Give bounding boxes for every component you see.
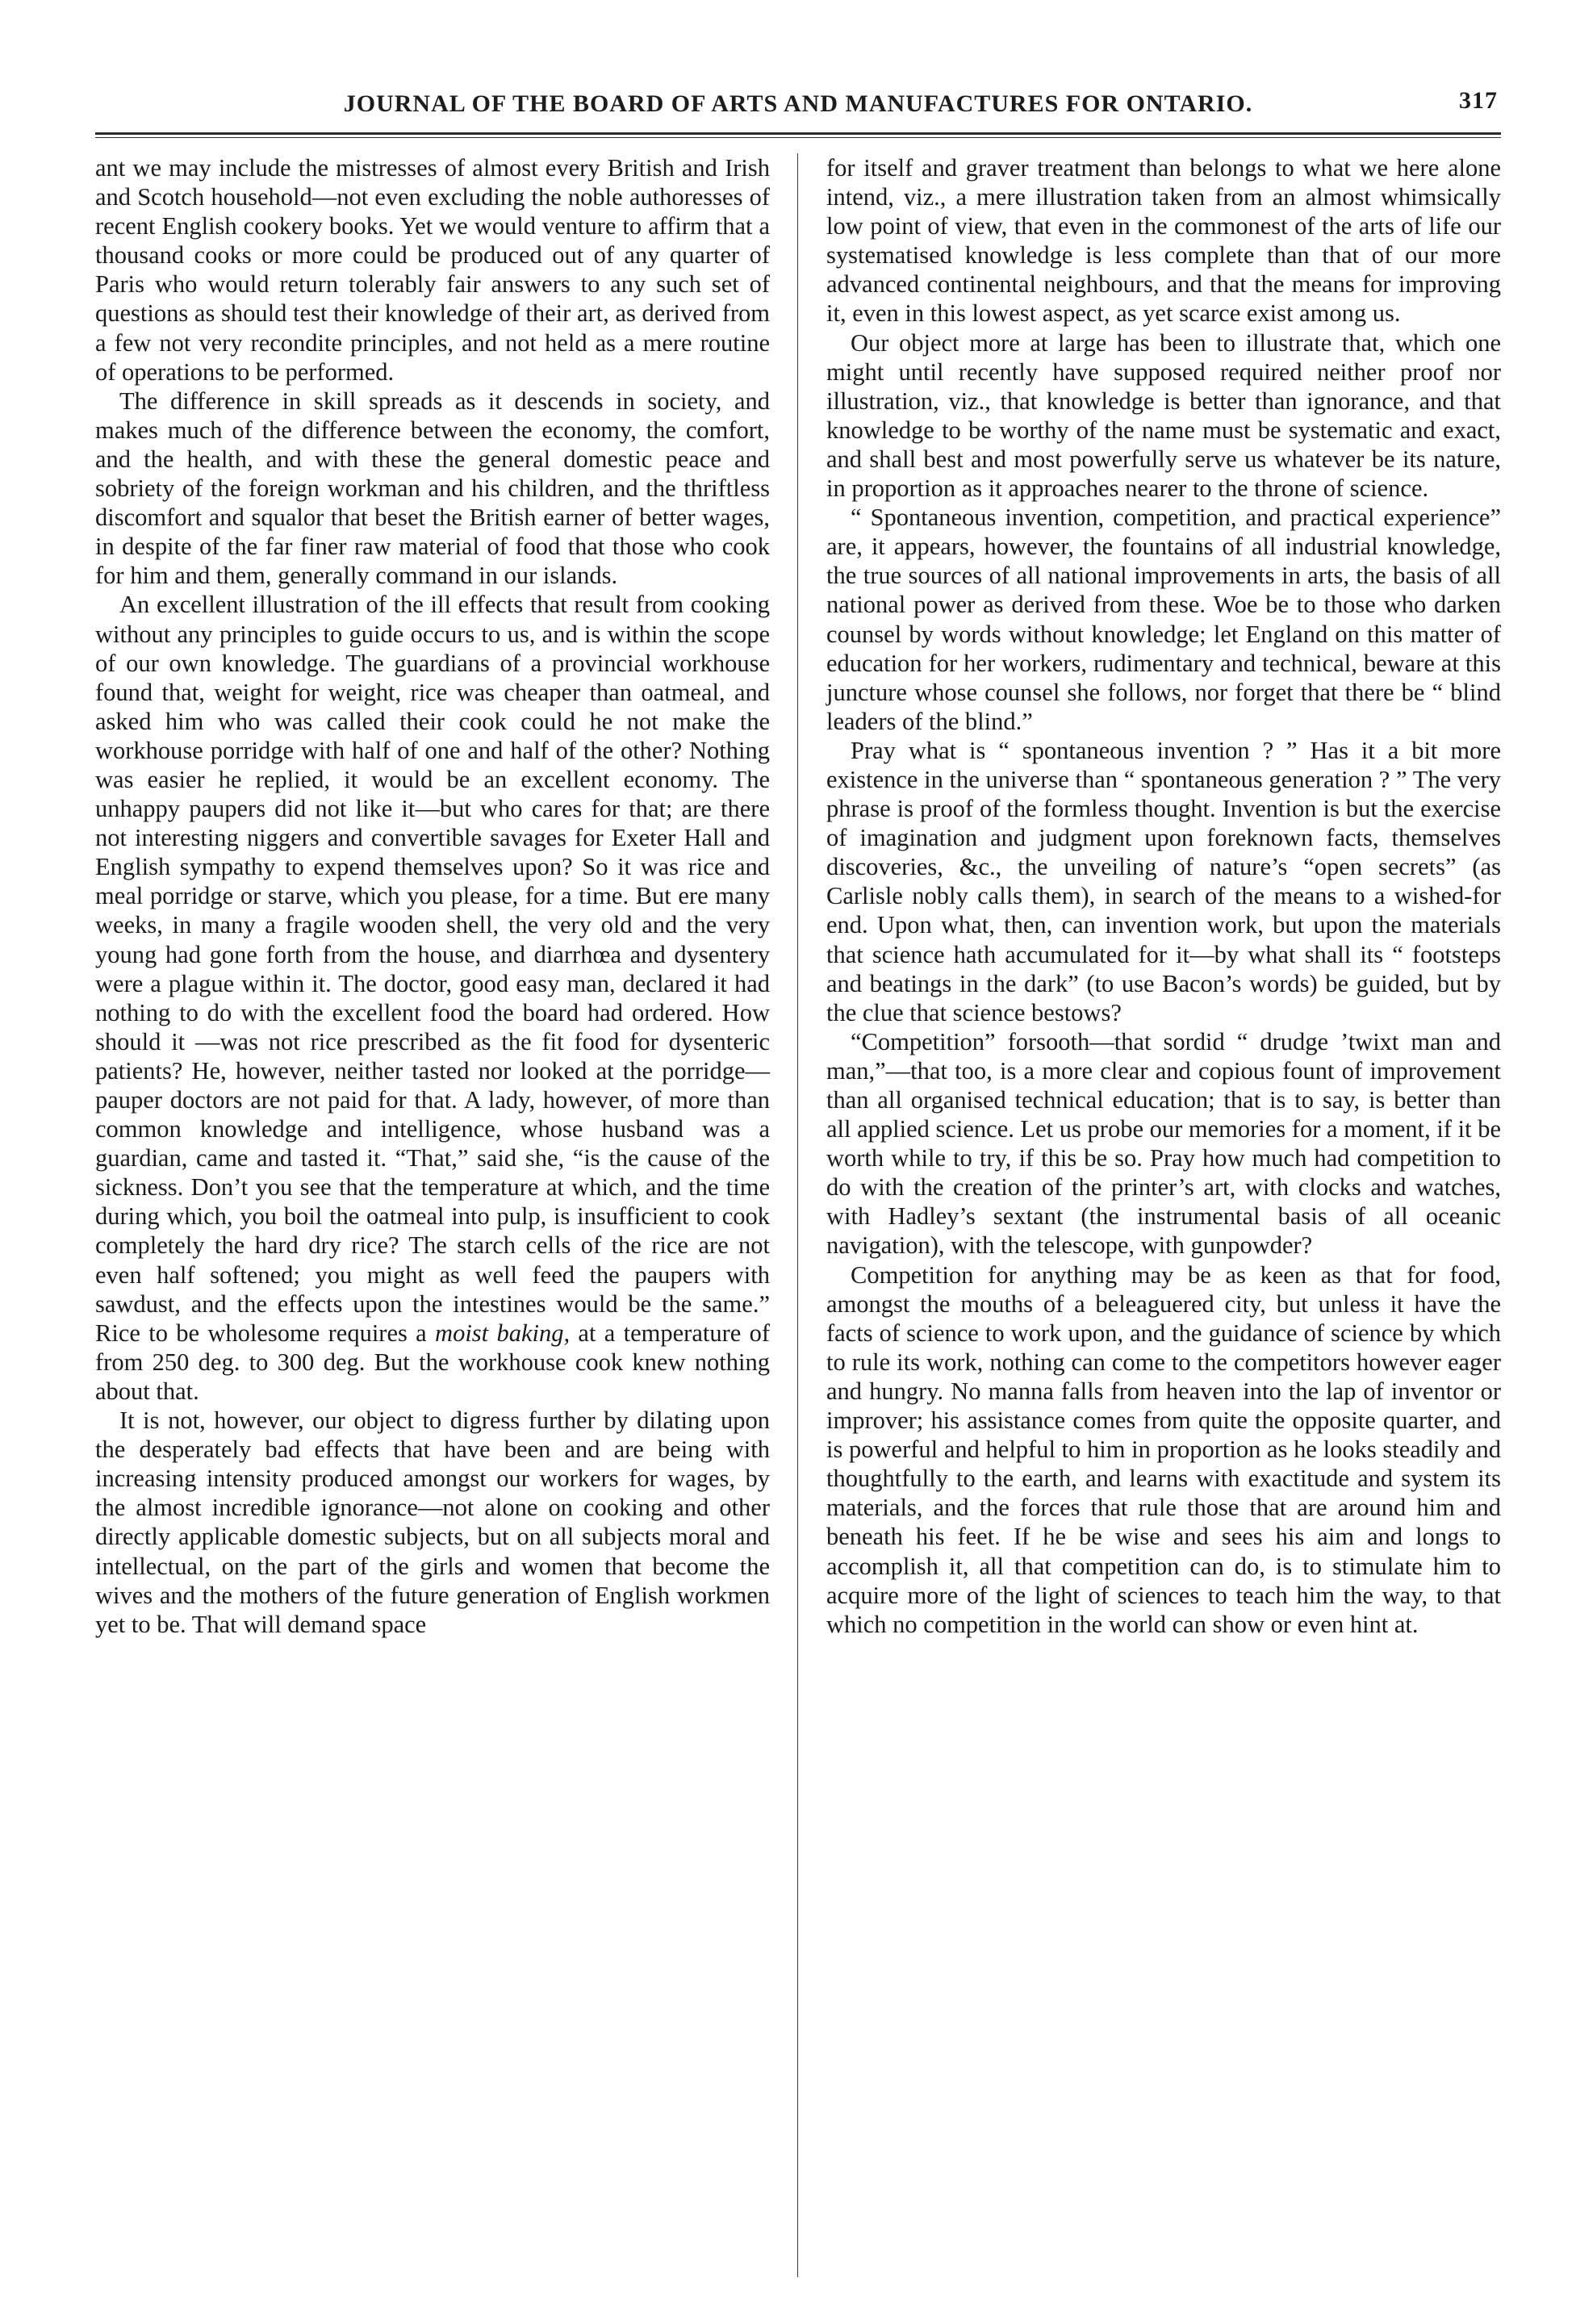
left-paragraph-3-part-b: at a temperature of from 250 deg. to 300 deg. But the workhouse cook knew nothing about that. <box>95 1319 771 1405</box>
left-paragraph-1: ant we may include the mistresses of almost every British and Irish and Scotch household—not even excluding the noble authoresses of recent English cookery books. Yet we would venture to affirm that a thousand cooks or more could be produced out of any quarter of Paris who would return tolerably fair answers to any such set of questions as should test their knowledge of their art, as derived from a few not very recondite principles, and not held as a mere routine of operations to be performed. <box>95 154 770 386</box>
left-paragraph-3-part-a: An excellent illustration of the ill effects that result from cooking without any principles to guide occurs to us, and is within the scope of our own knowledge. The guardians of a provincial workhouse found that, weight for weight, rice was cheaper than oatmeal, and asked him who was called their cook could he not make the workhouse porridge with half of one and half of the other? Nothing was easier he replied, it would be an excellent economy. The unhappy paupers did not like it—but who cares for that; are there not interesting niggers and convertible savages for Exeter Hall and English sympathy to expend themselves upon? So it was rice and meal porridge or starve, which you please, for a time. But ere many weeks, in many a fragile wooden shell, the very old and the very young had gone forth from the house, and diarrhœa and dysentery were a plague within it. The doctor, good easy man, declared it had nothing to do with the excellent food the board had ordered. How should it —was not rice prescribed as the fit food for dysenteric patients? He, however, neither tasted nor looked at the porridge—pauper doctors are not paid for that. A lady, however, of more than common knowledge and intelligence, whose husband was a guardian, came and tasted it. “That,” said she, “is the cause of the sickness. Don’t you see that the temperature at which, and the time during which, you boil the oatmeal into pulp, is insufficient to cook completely the hard dry rice? The starch cells of the rice are not even half softened; you might as well feed the paupers with sawdust, and the effects upon the intestines would be the same.” Rice to be wholesome requires a <box>95 591 770 1347</box>
right-paragraph-2: Our object more at large has been to illustrate that, which one might until recently have supposed required neither proof nor illustration, viz., that knowledge is better than ignorance, and that knowledge to be worthy of the name must be systematic and exact, and shall best and most powerfully serve us whatever be its nature, in proportion as it approaches nearer to the throne of science. <box>826 328 1501 503</box>
right-paragraph-3: “ Spontaneous invention, competition, and practical experience” are, it appears, however, the fountains of all industrial knowledge, the true sources of all national improvements in arts, the basis of all national power as derived from these. Woe be to those who darken counsel by words without knowledge; let England on this matter of education for her workers, rudimentary and technical, beware at this juncture whose counsel she follows, nor forget that there be “ blind leaders of the blind.” <box>826 504 1501 735</box>
right-column <box>826 153 1501 2284</box>
right-paragraph-5: “Competition” forsooth—that sordid “ drudge ’twixt man and man,”—that too, is a more clear and copious fount of improvement than all organised technical education; that is to say, is better than all applied science. Let us probe our memories for a moment, if it be worth while to try, if this be so. Pray how much had competition to do with the creation of the printer’s art, with clocks and watches, with Hadley’s sextant (the instrumental basis of all oceanic navigation), with the telescope, with gunpowder? <box>826 1027 1501 1260</box>
page-header <box>95 77 1501 131</box>
header-rule-thin <box>95 137 1501 138</box>
page-number: 317 <box>1459 87 1498 114</box>
column-divider <box>797 153 798 2277</box>
left-column <box>95 153 770 2284</box>
article-columns <box>95 153 1501 2284</box>
right-paragraph-6: Competition for anything may be as keen as that for food, amongst the mouths of a beleaguered city, but unless it have the facts of science to work upon, and the guidance of science by which to rule its work, nothing can come to the competitors however eager and hungry. No manna falls from heaven into the lap of inventor or improver; his assistance comes from quite the opposite quarter, and is powerful and helpful to him in proportion as he looks steadily and thoughtfully to the earth, and learns with exactitude and system its materials, and the forces that rule those that are around him and beneath his feet. If he be wise and sees his aim and longs to accomplish it, all that competition can do, is to stimulate him to acquire more of the light of sciences to teach him the way, to that which no competition in the world can show or even hint at. <box>826 1260 1501 1638</box>
left-paragraph-3-emphasis: moist baking, <box>435 1319 571 1347</box>
journal-page <box>95 77 1501 2288</box>
left-paragraph-3 <box>95 590 770 1406</box>
header-rule-thick <box>95 132 1501 135</box>
left-paragraph-4: It is not, however, our object to digress further by dilating upon the desperately bad effects that have been and are being with increasing intensity produced amongst our workers for wages, by the almost incredible ignorance—not alone on cooking and other directly applicable domestic subjects, but on all subjects moral and intellectual, on the part of the girls and women that become the wives and the mothers of the future generation of English workmen yet to be. That will demand space <box>95 1407 770 1638</box>
right-paragraph-1: for itself and graver treatment than belongs to what we here alone intend, viz., a mere illustration taken from an almost whimsically low point of view, that even in the commonest of the arts of life our systematised knowledge is less complete than that of our more advanced continental neighbours, and that the means for improving it, even in this lowest aspect, as yet scarce exist among us. <box>826 154 1501 328</box>
running-head: JOURNAL OF THE BOARD OF ARTS AND MANUFACTURES FOR ONTARIO. <box>343 90 1253 117</box>
right-paragraph-4: Pray what is “ spontaneous invention ? ” Has it a bit more existence in the universe than “ spontaneous generation ? ” The very phrase is proof of the formless thought. Invention is but the exercise of imagination and judgment upon foreknown facts, themselves discoveries, &c., the unveiling of nature’s “open secrets” (as Carlisle nobly calls them), in search of the means to a wished-for end. Upon what, then, can invention work, but upon the materials that science hath accumulated for it—by what shall its “ footsteps and beatings in the dark” (to use Bacon’s words) be guided, but by the clue that science bestows? <box>826 736 1501 1026</box>
left-paragraph-2: The difference in skill spreads as it descends in society, and makes much of the difference between the economy, the comfort, and the health, and with these the general domestic peace and sobriety of the foreign workman and his children, and the thriftless discomfort and squalor that beset the British earner of better wages, in despite of the far finer raw material of food that those who cook for him and them, generally command in our islands. <box>95 387 770 590</box>
